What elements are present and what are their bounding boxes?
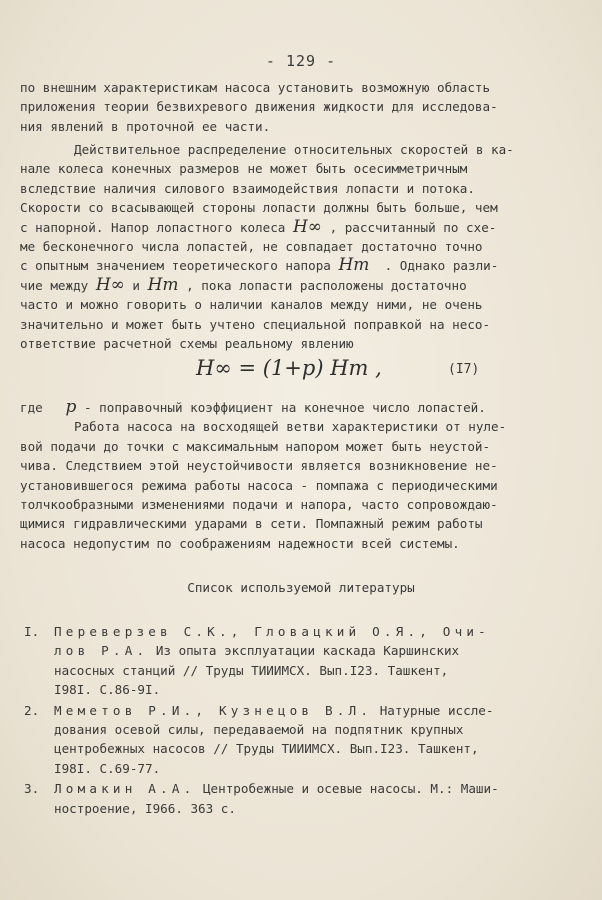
text-line: значительно и может быть учтено специальной поправкой на несо- bbox=[20, 316, 491, 332]
text-line: по внешним характеристикам насоса установить возможную область bbox=[20, 80, 491, 95]
paragraph-2 bbox=[20, 140, 590, 353]
text-fragment: - поправочный коэффициент на конечное число лопастей. bbox=[76, 400, 486, 415]
text-fragment: , пока лопасти расположены достаточно bbox=[186, 277, 467, 293]
text-line: Действительное распределение относительных скоростей в ка- bbox=[74, 142, 514, 157]
text-line: I98I. С.69-77. bbox=[54, 760, 161, 776]
math-symbol-h-m: Hm bbox=[147, 274, 179, 295]
bibliography-authors: Меметов Р.И., Кузнецов В.Л. bbox=[54, 702, 373, 718]
text-line: чива. Следствием этой неустойчивости является возникновение не- bbox=[20, 458, 498, 474]
text-line: центробежных насосов // Труды ТИИИМСХ. Вып.I23. Ташкент, bbox=[54, 741, 479, 757]
equation-17 bbox=[0, 352, 602, 388]
text-line: насоса недопустим по соображениям надежности всей системы. bbox=[20, 535, 460, 551]
text-fragment: где bbox=[20, 400, 51, 415]
text-line: ния явлений в проточной ее части. bbox=[20, 118, 271, 134]
paragraph-3 bbox=[20, 398, 590, 553]
text-line: насосных станций // Труды ТИИИМСХ. Вып.I23. Ташкент, bbox=[54, 662, 449, 678]
text-line bbox=[20, 256, 590, 275]
text-line: Работа насоса на восходящей ветви характеристики от нуле- bbox=[74, 419, 507, 435]
text-line: I98I. С.86-9I. bbox=[54, 682, 161, 698]
text-line: часто и можно говорить о наличии каналов между ними, не очень bbox=[20, 297, 483, 313]
text-line: приложения теории безвихревого движения жидкости для исследова- bbox=[20, 99, 498, 115]
bibliography-list bbox=[24, 622, 590, 819]
text-fragment: с напорной. Напор лопастного колеса bbox=[20, 219, 293, 235]
page-number: - 129 - bbox=[265, 52, 337, 70]
bibliography-item bbox=[24, 701, 590, 779]
text-line bbox=[20, 218, 590, 237]
bibliography-authors: Ломакин А.А. bbox=[54, 781, 196, 797]
equation-number: (I7) bbox=[448, 362, 480, 377]
text-line bbox=[54, 779, 590, 798]
math-symbol-h-infinity: H∞ bbox=[95, 274, 125, 295]
text-line: ответствие расчетной схемы реальному явлению bbox=[20, 336, 354, 352]
text-line: ме бесконечного числа лопастей, не совпадает достаточно точно bbox=[20, 239, 483, 255]
text-line bbox=[54, 641, 590, 660]
text-line: ностроение, I966. 363 с. bbox=[54, 800, 236, 816]
text-line: вследствие наличия силового взаимодействия лопасти и потока. bbox=[20, 180, 475, 196]
text-fragment: Центробежные и осевые насосы. М.: Маши- bbox=[195, 781, 499, 797]
text-line bbox=[20, 398, 590, 417]
paragraph-1 bbox=[20, 78, 590, 136]
math-symbol-p: p bbox=[65, 397, 77, 417]
text-line: Скорости со всасывающей стороны лопасти должны быть больше, чем bbox=[20, 200, 498, 216]
text-line bbox=[54, 622, 590, 641]
bibliography-authors: Переверзев С.К., Гловацкий О.Я., Очи- bbox=[54, 624, 490, 639]
bibliography-item-number: 3. bbox=[24, 781, 40, 797]
text-fragment: чие между bbox=[20, 277, 96, 293]
text-fragment: Натурные иссле- bbox=[372, 702, 494, 718]
math-symbol-h-m: Hm bbox=[338, 255, 370, 276]
text-line: нале колеса конечных размеров не может быть осесимметричным bbox=[20, 161, 468, 177]
math-symbol-h-infinity: H∞ bbox=[292, 216, 322, 237]
text-fragment: . Однако разли- bbox=[384, 258, 499, 274]
bibliography-item bbox=[24, 622, 590, 700]
text-fragment: , рассчитанный по схе- bbox=[329, 219, 497, 235]
text-line bbox=[20, 276, 590, 295]
bibliography-title: Список используемой литературы bbox=[187, 580, 415, 595]
text-line: толчкообразными изменениями подачи и напора, часто сопровождаю- bbox=[20, 497, 498, 513]
bibliography-item-number: 2. bbox=[24, 702, 40, 718]
text-line: щимися гидравлическими ударами в сети. Помпажный режим работы bbox=[20, 516, 483, 532]
text-line: установившегося режима работы насоса - помпажа с периодическими bbox=[20, 477, 498, 493]
text-line bbox=[54, 701, 590, 720]
text-fragment: Из опыта эксплуатации каскада Каршинских bbox=[148, 643, 460, 659]
text-fragment: с опытным значением теоретического напора bbox=[20, 258, 339, 274]
text-fragment: и bbox=[124, 277, 148, 293]
bibliography-item bbox=[24, 779, 590, 818]
text-line: вой подачи до точки с максимальным напором может быть неустой- bbox=[20, 438, 491, 454]
bibliography-item-number: I. bbox=[24, 624, 40, 639]
text-line: дования осевой силы, передаваемой на подпятник крупных bbox=[54, 722, 464, 738]
equation-expression: H∞ = (1+p) Hm , bbox=[196, 356, 382, 380]
bibliography-authors: лов Р.А. bbox=[54, 643, 149, 659]
